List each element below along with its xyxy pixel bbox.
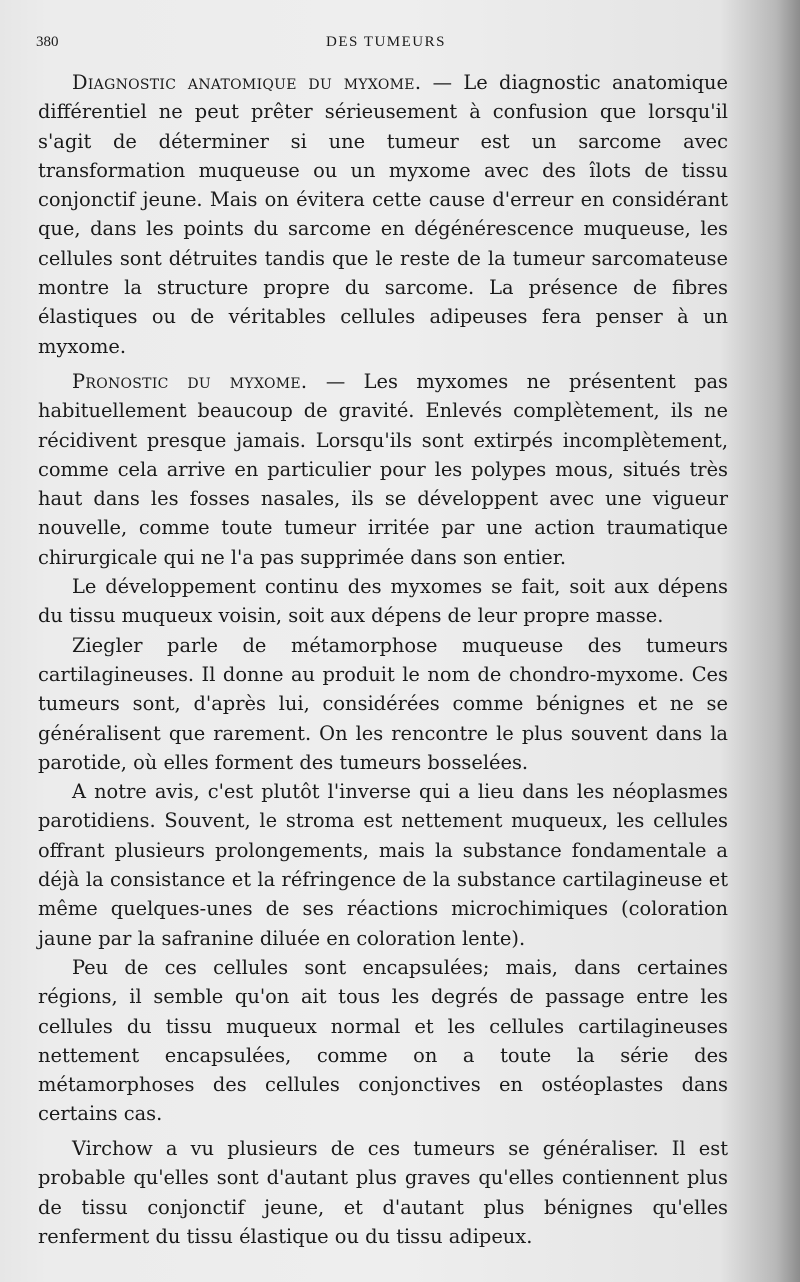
- section-heading: Diagnostic anatomique du myxome.: [72, 71, 422, 94]
- closing-section: [38, 1134, 728, 1251]
- page-header: [36, 34, 736, 58]
- paragraph: A notre avis, c'est plutôt l'inverse qui a lieu dans les néoplasmes parotidiens. Souvent, le stroma est nettement muqueux, les cellules offrant plusieurs prolongements, mais la substance fondamentale a déjà la consistance et la réfringence de la substance cartilagineuse et même quelques-unes de ses réactions microchimiques (coloration jaune par la safranine diluée en coloration lente).: [38, 780, 728, 950]
- section-pronostic: [38, 367, 728, 1129]
- paragraph: Virchow a vu plusieurs de ces tumeurs se généraliser. Il est probable qu'elles sont d'autant plus graves qu'elles contiennent plus de tissu conjonctif jeune, et d'autant plus bénignes qu'elles renferment du tissu élastique ou du tissu adipeux.: [38, 1137, 728, 1248]
- paragraph: Le développement continu des myxomes se fait, soit aux dépens du tissu muqueux voisin, soit aux dépens de leur propre masse.: [38, 575, 728, 628]
- section-heading: Pronostic du myxome.: [72, 370, 308, 393]
- section-diagnostic: [38, 68, 728, 361]
- page-number: 380: [36, 34, 59, 50]
- paragraph: Ziegler parle de métamorphose muqueuse des tumeurs cartilagineuses. Il donne au produit le nom de chondro-myxome. Ces tumeurs sont, d'après lui, considérées comme bénignes et ne se généralisent que rarement. On les rencontre le plus souvent dans la parotide, où elles forment des tumeurs bosselées.: [38, 633, 728, 774]
- paragraph: [38, 367, 728, 572]
- paragraph: [38, 68, 728, 361]
- paragraph-text: — Les myxomes ne présentent pas habituellement beaucoup de gravité. Enlevés complètement, ils ne récidivent presque jamais. Lorsqu'ils sont extirpés incomplètement, comme cela arrive en particulier pour les polypes mous, situés très haut dans les fosses nasales, ils se développent avec une vigueur nouvelle, comme toute tumeur irritée par une action traumatique chirurgicale qui ne l'a pas supprimée dans son entier.: [38, 370, 728, 569]
- paragraph-text: — Le diagnostic anatomique différentiel ne peut prêter sérieusement à confusion que lorsqu'il s'agit de déterminer si une tumeur est un sarcome avec transformation muqueuse ou un myxome avec des îlots de tissu conjonctif jeune. Mais on évitera cette cause d'erreur en considérant que, dans les points du sarcome en dégénérescence muqueuse, les cellules sont détruites tandis que le reste de la tumeur sarcomateuse montre la structure propre du sarcome. La présence de fibres élastiques ou de véritables cellules adipeuses fera penser à un myxome.: [38, 71, 728, 358]
- paragraph: Peu de ces cellules sont encapsulées; mais, dans certaines régions, il semble qu'on ait tous les degrés de passage entre les cellules du tissu muqueux normal et les cellules cartilagineuses nettement encapsulées, comme on a toute la série des métamorphoses des cellules conjonctives en ostéoplastes dans certains cas.: [38, 955, 728, 1126]
- running-title: DES TUMEURS: [326, 34, 446, 50]
